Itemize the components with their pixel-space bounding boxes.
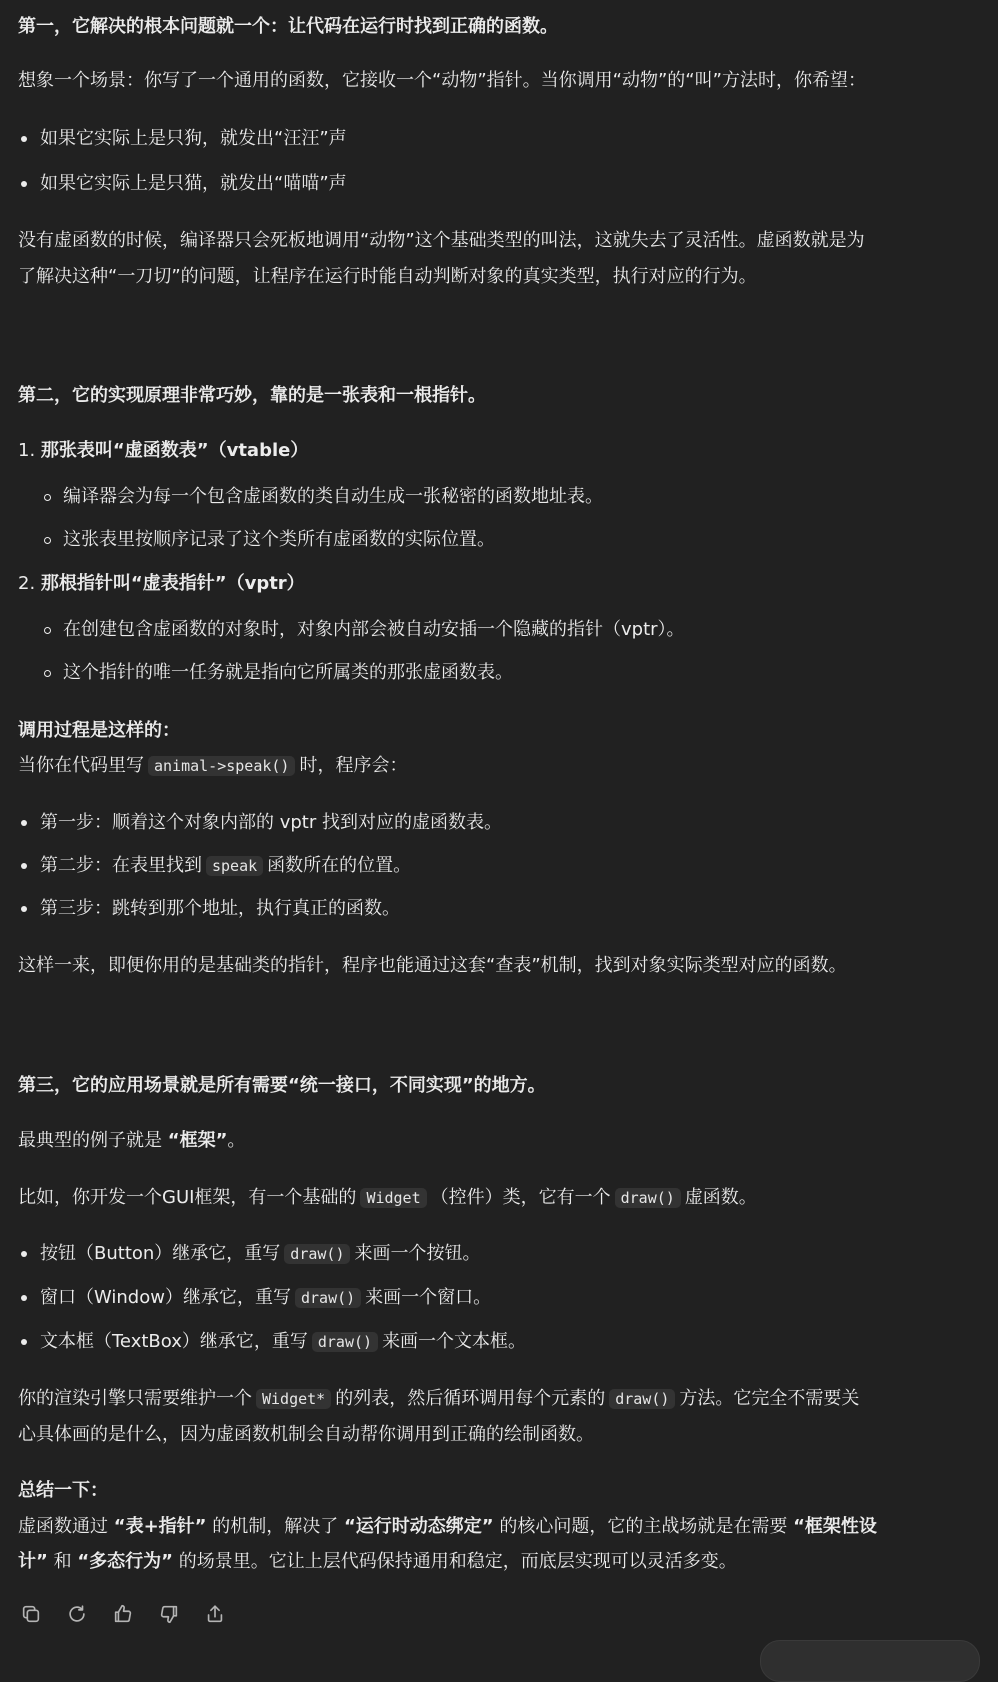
text: 虚函数。: [684, 1187, 757, 1208]
list-item: 如果它实际上是只猫，就发出“喵喵”声: [40, 173, 347, 194]
bullet-dot: [21, 1295, 27, 1301]
inline-code: draw(): [312, 1332, 378, 1352]
bullet-dot: [21, 863, 27, 869]
bold-text: “框架性设: [793, 1516, 877, 1537]
bold-text: “表+指针”: [113, 1516, 207, 1537]
list-item: 编译器会为每一个包含虚函数的类自动生成一张秘密的函数地址表。: [63, 486, 603, 507]
numbered-item-2: [18, 571, 305, 597]
list-item: [40, 853, 411, 879]
summary-line-1: [18, 1514, 877, 1540]
gui-example-line: [18, 1185, 757, 1211]
list-item: 如果它实际上是只狗，就发出“汪汪”声: [40, 128, 347, 149]
text: 最典型的例子就是: [18, 1130, 162, 1151]
bullet-dot: [21, 136, 27, 142]
item-title: 那根指针叫“虚表指针”（vptr）: [40, 573, 305, 594]
list-item: [40, 1329, 526, 1355]
text: 你的渲染引擎只需要维护一个: [18, 1388, 252, 1409]
list-item: 这张表里按顺序记录了这个类所有虚函数的实际位置。: [63, 529, 495, 550]
process-intro: [18, 753, 407, 779]
thumbs-up-icon[interactable]: [110, 1601, 136, 1627]
bold-text: “多态行为”: [77, 1551, 173, 1572]
section-2-conclusion: 这样一来，即便你用的是基础类的指针，程序也能通过这套“查表”机制，找到对象实际类型对应的函数。: [18, 955, 847, 976]
inline-code: Widget: [360, 1188, 426, 1208]
section-2-heading: 第二，它的实现原理非常巧妙，靠的是一张表和一根指针。: [18, 385, 486, 406]
text: 当你在代码里写: [18, 755, 144, 776]
item-number: 2.: [18, 573, 36, 594]
sub-bullet-circle: [44, 627, 51, 634]
inline-code: draw(): [295, 1288, 361, 1308]
bullet-dot: [21, 906, 27, 912]
scroll-pill[interactable]: [760, 1640, 980, 1682]
list-item: 在创建包含虚函数的对象时，对象内部会被自动安插一个隐藏的指针（vptr）。: [63, 619, 685, 640]
text: 和: [53, 1551, 72, 1572]
list-item: [40, 1241, 480, 1267]
thumbs-down-icon[interactable]: [156, 1601, 182, 1627]
text: （控件）类，它有一个: [430, 1187, 611, 1208]
section-1-paragraph-line-1: 没有虚函数的时候，编译器只会死板地调用“动物”这个基础类型的叫法，这就失去了灵活性。虚函数就是为: [18, 230, 865, 251]
text: 的场景里。它让上层代码保持通用和稳定，而底层实现可以灵活多变。: [178, 1551, 737, 1572]
text: 来画一个窗口。: [365, 1287, 492, 1308]
bullet-dot: [21, 1251, 27, 1257]
section-1-intro: 想象一个场景：你写了一个通用的函数，它接收一个“动物”指针。当你调用“动物”的“叫”方法时，你希望：: [18, 70, 866, 91]
text: 的核心问题，它的主战场就是在需要: [499, 1516, 788, 1537]
text: 文本框（TextBox）继承它，重写: [40, 1331, 308, 1352]
inline-code: Widget*: [256, 1389, 331, 1409]
sub-bullet-circle: [44, 494, 51, 501]
text: 来画一个文本框。: [382, 1331, 527, 1352]
text: 函数所在的位置。: [267, 855, 412, 876]
list-item: 第三步：跳转到那个地址，执行真正的函数。: [40, 898, 400, 919]
share-icon[interactable]: [202, 1601, 228, 1627]
sub-bullet-circle: [44, 670, 51, 677]
render-line-2: 心具体画的是什么，因为虚函数机制会自动帮你调用到正确的绘制函数。: [18, 1424, 594, 1445]
summary-line-2: [18, 1549, 737, 1575]
message-actions: [18, 1600, 228, 1628]
inline-code: draw(): [615, 1188, 681, 1208]
bullet-dot: [21, 820, 27, 826]
bold-text: “运行时动态绑定”: [343, 1516, 494, 1537]
text: 来画一个按钮。: [354, 1243, 481, 1264]
text: 比如，你开发一个GUI框架，有一个基础的: [18, 1187, 357, 1208]
item-title: 那张表叫“虚函数表”（vtable）: [40, 440, 309, 461]
text: 虚函数通过: [18, 1516, 108, 1537]
sub-bullet-circle: [44, 537, 51, 544]
numbered-item-1: [18, 438, 308, 464]
copy-icon[interactable]: [18, 1601, 44, 1627]
text: 按钮（Button）继承它，重写: [40, 1243, 281, 1264]
text: 第二步：在表里找到: [40, 855, 202, 876]
bullet-dot: [21, 1339, 27, 1345]
bullet-dot: [21, 181, 27, 187]
text: 的机制，解决了: [212, 1516, 339, 1537]
item-number: 1.: [18, 440, 36, 461]
text: 窗口（Window）继承它，重写: [40, 1287, 291, 1308]
section-1-paragraph-line-2: 了解决这种“一刀切”的问题，让程序在运行时能自动判断对象的真实类型，执行对应的行为。: [18, 266, 757, 287]
list-item: [40, 1285, 491, 1311]
list-item: 第一步：顺着这个对象内部的 vptr 找到对应的虚函数表。: [40, 812, 502, 833]
text: 的列表，然后循环调用每个元素的: [335, 1388, 606, 1409]
section-1-heading: 第一，它解决的根本问题就一个：让代码在运行时找到正确的函数。: [18, 16, 558, 37]
text: 。: [227, 1130, 246, 1151]
inline-code: draw(): [284, 1244, 350, 1264]
text: 时，程序会：: [299, 755, 408, 776]
inline-code: animal->speak(): [148, 756, 295, 776]
example-line: [18, 1128, 245, 1154]
inline-code: speak: [206, 856, 263, 876]
process-heading: 调用过程是这样的：: [18, 720, 180, 741]
summary-heading: 总结一下：: [18, 1480, 108, 1501]
section-3-heading: 第三，它的应用场景就是所有需要“统一接口，不同实现”的地方。: [18, 1075, 546, 1096]
bold-text: “框架”: [167, 1130, 228, 1151]
inline-code: draw(): [609, 1389, 675, 1409]
text: 方法。它完全不需要关: [679, 1388, 860, 1409]
bold-text: 计”: [18, 1551, 48, 1572]
regenerate-icon[interactable]: [64, 1601, 90, 1627]
render-line-1: [18, 1386, 859, 1412]
list-item: 这个指针的唯一任务就是指向它所属类的那张虚函数表。: [63, 662, 513, 683]
